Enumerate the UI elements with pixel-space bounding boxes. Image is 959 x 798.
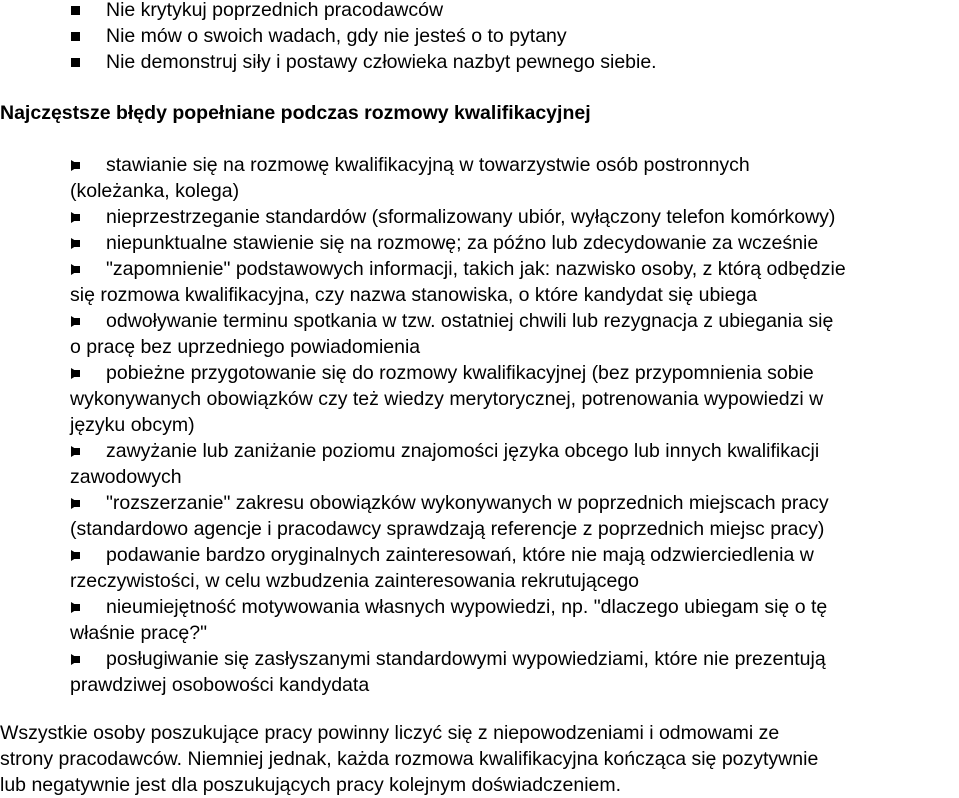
list-item-text: "rozszerzanie" zakresu obowiązków wykonywanych w poprzednich miejscach pracy xyxy=(106,492,829,514)
list-item-text: właśnie pracę?" xyxy=(70,622,207,644)
list-item-text: nieprzestrzeganie standardów (sformalizowany ubiór, wyłączony telefon komórkowy) xyxy=(106,206,836,228)
bullet-marker-icon xyxy=(70,368,81,379)
list-item-text: się rozmowa kwalifikacyjna, czy nazwa stanowiska, o które kandydat się ubiega xyxy=(70,284,758,306)
list-item-text: zawodowych xyxy=(70,466,182,488)
list-item-text: podawanie bardzo oryginalnych zainteresowań, które nie mają odzwierciedlenia w xyxy=(106,544,814,566)
bullet-marker-icon xyxy=(70,264,81,275)
list-item-text: posługiwanie się zasłyszanymi standardowymi wypowiedziami, które nie prezentują xyxy=(106,648,826,670)
list-item-text: Nie demonstruj siły i postawy człowieka nazbyt pewnego siebie. xyxy=(106,51,657,73)
square-bullet-icon xyxy=(70,57,81,68)
paragraph-text: strony pracodawców. Niemniej jednak, każda rozmowa kwalifikacyjna kończąca się pozytywnie xyxy=(0,748,819,770)
bullet-marker-icon xyxy=(70,498,81,509)
bullet-marker-icon xyxy=(70,602,81,613)
bullet-marker-icon xyxy=(70,446,81,457)
bullet-marker-icon xyxy=(70,238,81,249)
list-item-text: pobieżne przygotowanie się do rozmowy kwalifikacyjnej (bez przypomnienia sobie xyxy=(106,362,814,384)
square-bullet-icon xyxy=(70,31,81,42)
list-item-text: Nie krytykuj poprzednich pracodawców xyxy=(106,0,444,21)
bullet-marker-icon xyxy=(70,212,81,223)
heading-text: Najczęstsze błędy popełniane podczas rozmowy kwalifikacyjnej xyxy=(0,102,591,124)
list-item-text: nieumiejętność motywowania własnych wypowiedzi, np. "dlaczego ubiegam się o tę xyxy=(106,596,828,618)
list-item-text: niepunktualne stawienie się na rozmowę; za późno lub zdecydowanie za wcześnie xyxy=(106,232,819,254)
list-item-text: "zapomnienie" podstawowych informacji, takich jak: nazwisko osoby, z którą odbędzie xyxy=(106,258,846,280)
list-item-text: odwoływanie terminu spotkania w tzw. ostatniej chwili lub rezygnacja z ubiegania się xyxy=(106,310,834,332)
list-item-text: (koleżanka, kolega) xyxy=(70,180,240,202)
bullet-marker-icon xyxy=(70,316,81,327)
list-item-text: zawyżanie lub zaniżanie poziomu znajomości języka obcego lub innych kwalifikacji xyxy=(106,440,820,462)
paragraph-text: Wszystkie osoby poszukujące pracy powinny liczyć się z niepowodzeniami i odmowami ze xyxy=(0,722,780,744)
list-item-text: języku obcym) xyxy=(70,414,195,436)
bullet-marker-icon xyxy=(70,160,81,171)
bullet-marker-icon xyxy=(70,550,81,561)
list-item-text: Nie mów o swoich wadach, gdy nie jesteś o to pytany xyxy=(106,25,567,47)
paragraph-text: lub negatywnie jest dla poszukujących pracy kolejnym doświadczeniem. xyxy=(0,774,622,796)
list-item-text: rzeczywistości, w celu wzbudzenia zainteresowania rekrutującego xyxy=(70,570,640,592)
bullet-marker-icon xyxy=(70,654,81,665)
list-item-text: stawianie się na rozmowę kwalifikacyjną w towarzystwie osób postronnych xyxy=(106,154,750,176)
list-item-text: o pracę bez uprzedniego powiadomienia xyxy=(70,336,421,358)
square-bullet-icon xyxy=(70,5,81,16)
list-item-text: prawdziwej osobowości kandydata xyxy=(70,674,370,696)
list-item-text: wykonywanych obowiązków czy też wiedzy merytorycznej, potrenowania wypowiedzi w xyxy=(70,388,824,410)
list-item-text: (standardowo agencje i pracodawcy sprawdzają referencje z poprzednich miejsc pracy) xyxy=(70,518,825,540)
